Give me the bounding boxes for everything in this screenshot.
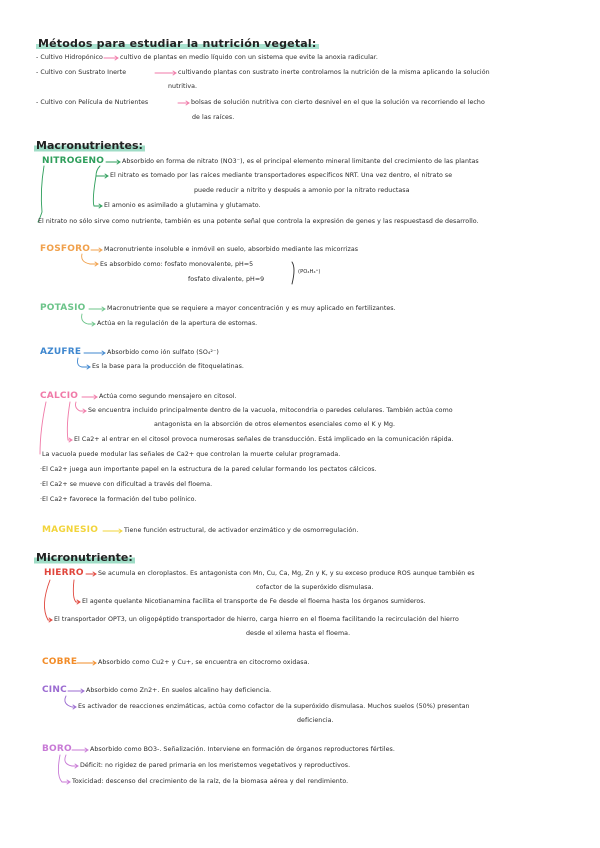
metodos-item-pelicula-desc2: de las raíces. xyxy=(192,114,235,121)
cobre-label: COBRE xyxy=(42,657,78,667)
hierro-line-4: El transportador OPT3, un oligopéptido transportador de hierro, carga hierro en el floema facilitando la recirculación del hierro xyxy=(54,616,459,623)
metodos-item-inerte-name: - Cultivo con Sustrato Inerte xyxy=(36,69,127,76)
calcio-label: CALCIO xyxy=(40,391,79,401)
magnesio-line-1: Tiene función estructural, de activador enzimático y de osmorregulación. xyxy=(124,527,359,534)
fosforo-line-3: fosfato divalente, pH=9 xyxy=(188,276,265,283)
magnesio-label: MAGNESIO xyxy=(42,525,99,535)
boro-line-1: Absorbido como BO3-. Señalización. Interviene en formación de órganos reproductores fértiles. xyxy=(90,746,395,753)
calcio-line-2: Se encuentra incluido principalmente dentro de la vacuola, mitocondria o paredes celulares. También actúa como xyxy=(88,407,453,414)
fosforo-line-1: Macronutriente insoluble e inmóvil en suelo, absorbido mediante las micorrizas xyxy=(104,246,359,253)
azufre-line-1: Absorbido como ión sulfato (SO₄²⁻) xyxy=(107,349,219,356)
nitrogeno-label: NITROGENO xyxy=(42,156,105,166)
cobre-line-1: Absorbido como Cu2+ y Cu+, se encuentra en citocromo oxidasa. xyxy=(98,659,310,666)
calcio-line-4: El Ca2+ al entrar en el citosol provoca numerosas señales de transducción. Está implicado en la comunicación rápida. xyxy=(74,436,454,443)
nitrogeno-line-1: Absorbido en forma de nitrato (NO3⁻), es el principal elemento mineral limitante del crecimiento de las plantas xyxy=(122,158,479,165)
metodos-item-inerte-desc: cultivando plantas con sustrato inerte controlamos la nutrición de la misma aplicando la solución xyxy=(178,69,490,76)
calcio-line-1: Actúa como segundo mensajero en citosol. xyxy=(99,393,237,400)
metodos-item-hidroponico-name: - Cultivo Hidropónico xyxy=(36,54,103,61)
cinc-line-2: Es activador de reacciones enzimáticas, actúa como cofactor de la superóxido dismulasa. Muchos suelos (50%) presentan xyxy=(78,703,470,710)
potasio-line-1: Macronutriente que se requiere a mayor concentración y es muy aplicado en fertilizantes. xyxy=(107,305,396,312)
boro-line-2: Déficit: no rigidez de pared primaria en los meristemos vegetativos y reproductivos. xyxy=(80,762,351,769)
fosforo-bracket-note: (PO₄H₄⁺) xyxy=(298,269,321,275)
azufre-line-2: Es la base para la producción de fitoquelatinas. xyxy=(92,363,244,370)
fosforo-line-2: Es absorbido como: fosfato monovalente, pH=5 xyxy=(100,261,254,268)
hierro-line-3: El agente quelante Nicotianamina facilita el transporte de Fe desde el floema hasta los órganos sumideros. xyxy=(82,598,426,605)
metodos-item-inerte-desc2: nutritiva. xyxy=(168,83,198,90)
cinc-label: CINC xyxy=(42,685,67,695)
potasio-label: POTASIO xyxy=(40,303,86,313)
nitrogeno-line-5: El nitrato no sólo sirve como nutriente, también es una potente señal que controla la expresión de genes y las respuestasd de desarrollo. xyxy=(38,218,479,225)
metodos-item-pelicula-name: - Cultivo con Película de Nutrientes xyxy=(36,99,149,106)
hierro-line-5: desde el xilema hasta el floema. xyxy=(246,630,351,637)
calcio-line-6: ·El Ca2+ juega aun importante papel en la estructura de la pared celular formando los pectatos cálcicos. xyxy=(40,466,377,473)
potasio-line-2: Actúa en la regulación de la apertura de estomas. xyxy=(97,320,258,327)
calcio-line-7: ·El Ca2+ se mueve con dificultad a través del floema. xyxy=(40,481,213,488)
boro-line-3: Toxicidad: descenso del crecimiento de la raíz, de la biomasa aérea y del rendimiento. xyxy=(72,778,349,785)
hierro-line-2: cofactor de la superóxido dismulasa. xyxy=(256,584,374,591)
hierro-label: HIERRO xyxy=(44,568,84,578)
nitrogeno-line-2: El nitrato es tomado por las raíces mediante transportadores específicos NRT. Una vez dentro, el nitrato se xyxy=(110,172,453,179)
calcio-line-3: antagonista en la absorción de otros elementos esenciales como el K y Mg. xyxy=(154,421,396,428)
nitrogeno-line-4: El amonio es asimilado a glutamina y glutamato. xyxy=(104,202,261,209)
micronutriente-title: Micronutriente: xyxy=(36,551,133,564)
calcio-line-5: La vacuola puede modular las señales de Ca2+ que controlan la muerte celular programada. xyxy=(42,451,341,458)
macronutrientes-title: Macronutrientes: xyxy=(36,139,143,152)
metodos-item-hidroponico-desc: cultivo de plantas en medio líquido con un sistema que evite la anoxia radicular. xyxy=(120,54,378,61)
calcio-line-8: ·El Ca2+ favorece la formación del tubo polínico. xyxy=(40,496,197,503)
cinc-line-3: deficiencia. xyxy=(297,717,334,724)
hierro-line-1: Se acumula en cloroplastos. Es antagonista con Mn, Cu, Ca, Mg, Zn y K, y su exceso produce ROS aunque también es xyxy=(98,570,475,577)
fosforo-label: FOSFORO xyxy=(40,244,91,254)
cinc-line-1: Absorbido como Zn2+. En suelos alcalino hay deficiencia. xyxy=(86,687,272,694)
metodos-title: Métodos para estudiar la nutrición vegetal: xyxy=(38,37,317,50)
boro-label: BORO xyxy=(42,744,72,754)
nitrogeno-line-3: puede reducir a nitrito y después a amonio por la nitrato reductasa xyxy=(194,187,410,194)
metodos-item-pelicula-desc: bolsas de solución nutritiva con cierto desnivel en el que la solución va recorriendo el lecho xyxy=(191,99,485,106)
azufre-label: AZUFRE xyxy=(40,347,82,357)
